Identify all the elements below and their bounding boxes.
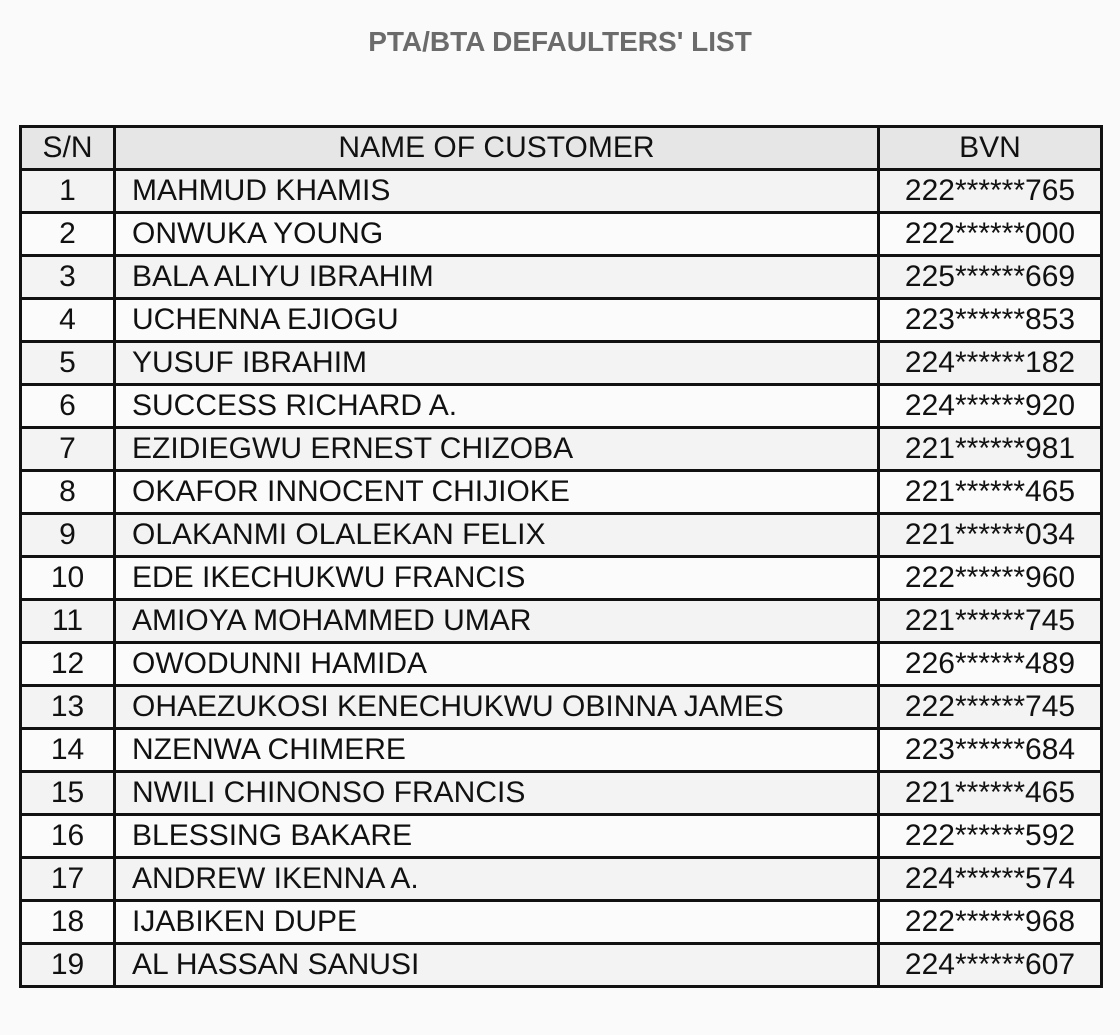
cell-bvn: 222******745 — [879, 686, 1102, 729]
cell-bvn: 221******034 — [879, 514, 1102, 557]
table-row — [21, 600, 1102, 643]
cell-sn: 18 — [21, 901, 115, 944]
table-row — [21, 858, 1102, 901]
cell-bvn: 222******000 — [879, 213, 1102, 256]
cell-sn: 5 — [21, 342, 115, 385]
table-row — [21, 514, 1102, 557]
table-row — [21, 428, 1102, 471]
cell-customer-name: IJABIKEN DUPE — [115, 901, 879, 944]
cell-bvn: 221******465 — [879, 471, 1102, 514]
cell-bvn: 224******920 — [879, 385, 1102, 428]
header-row — [21, 127, 1102, 170]
header-sn: S/N — [21, 127, 115, 170]
cell-bvn: 224******574 — [879, 858, 1102, 901]
cell-sn: 14 — [21, 729, 115, 772]
table-row — [21, 901, 1102, 944]
cell-customer-name: ANDREW IKENNA A. — [115, 858, 879, 901]
cell-bvn: 223******684 — [879, 729, 1102, 772]
header-bvn: BVN — [879, 127, 1102, 170]
cell-sn: 11 — [21, 600, 115, 643]
cell-customer-name: OWODUNNI HAMIDA — [115, 643, 879, 686]
cell-sn: 13 — [21, 686, 115, 729]
cell-customer-name: EDE IKECHUKWU FRANCIS — [115, 557, 879, 600]
table-header — [21, 127, 1102, 170]
cell-customer-name: BLESSING BAKARE — [115, 815, 879, 858]
cell-sn: 1 — [21, 170, 115, 213]
table-row — [21, 729, 1102, 772]
table-row — [21, 686, 1102, 729]
table-row — [21, 385, 1102, 428]
cell-bvn: 221******981 — [879, 428, 1102, 471]
table-row — [21, 815, 1102, 858]
cell-sn: 16 — [21, 815, 115, 858]
cell-customer-name: NWILI CHINONSO FRANCIS — [115, 772, 879, 815]
cell-customer-name: AL HASSAN SANUSI — [115, 944, 879, 987]
cell-sn: 6 — [21, 385, 115, 428]
cell-bvn: 222******592 — [879, 815, 1102, 858]
cell-customer-name: OLAKANMI OLALEKAN FELIX — [115, 514, 879, 557]
cell-bvn: 221******465 — [879, 772, 1102, 815]
cell-sn: 4 — [21, 299, 115, 342]
cell-sn: 3 — [21, 256, 115, 299]
cell-customer-name: MAHMUD KHAMIS — [115, 170, 879, 213]
table-row — [21, 256, 1102, 299]
table-row — [21, 772, 1102, 815]
cell-sn: 7 — [21, 428, 115, 471]
cell-bvn: 224******182 — [879, 342, 1102, 385]
cell-sn: 2 — [21, 213, 115, 256]
page-title: PTA/BTA DEFAULTERS' LIST — [368, 26, 752, 57]
cell-customer-name: AMIOYA MOHAMMED UMAR — [115, 600, 879, 643]
header-name: NAME OF CUSTOMER — [115, 127, 879, 170]
cell-sn: 9 — [21, 514, 115, 557]
cell-bvn: 222******765 — [879, 170, 1102, 213]
cell-customer-name: BALA ALIYU IBRAHIM — [115, 256, 879, 299]
cell-bvn: 223******853 — [879, 299, 1102, 342]
cell-sn: 12 — [21, 643, 115, 686]
table-row — [21, 213, 1102, 256]
defaulters-table-container — [19, 125, 1100, 988]
cell-bvn: 224******607 — [879, 944, 1102, 987]
defaulters-table — [19, 125, 1103, 988]
cell-sn: 8 — [21, 471, 115, 514]
cell-sn: 17 — [21, 858, 115, 901]
cell-customer-name: OHAEZUKOSI KENECHUKWU OBINNA JAMES — [115, 686, 879, 729]
cell-customer-name: YUSUF IBRAHIM — [115, 342, 879, 385]
cell-customer-name: SUCCESS RICHARD A. — [115, 385, 879, 428]
cell-customer-name: NZENWA CHIMERE — [115, 729, 879, 772]
cell-customer-name: OKAFOR INNOCENT CHIJIOKE — [115, 471, 879, 514]
cell-bvn: 222******968 — [879, 901, 1102, 944]
cell-customer-name: EZIDIEGWU ERNEST CHIZOBA — [115, 428, 879, 471]
cell-sn: 10 — [21, 557, 115, 600]
cell-bvn: 225******669 — [879, 256, 1102, 299]
table-body — [21, 170, 1102, 987]
table-row — [21, 299, 1102, 342]
table-row — [21, 944, 1102, 987]
cell-sn: 19 — [21, 944, 115, 987]
cell-sn: 15 — [21, 772, 115, 815]
table-row — [21, 557, 1102, 600]
cell-customer-name: ONWUKA YOUNG — [115, 213, 879, 256]
cell-bvn: 226******489 — [879, 643, 1102, 686]
table-row — [21, 643, 1102, 686]
table-row — [21, 170, 1102, 213]
cell-customer-name: UCHENNA EJIOGU — [115, 299, 879, 342]
cell-bvn: 222******960 — [879, 557, 1102, 600]
cell-bvn: 221******745 — [879, 600, 1102, 643]
table-row — [21, 342, 1102, 385]
table-row — [21, 471, 1102, 514]
